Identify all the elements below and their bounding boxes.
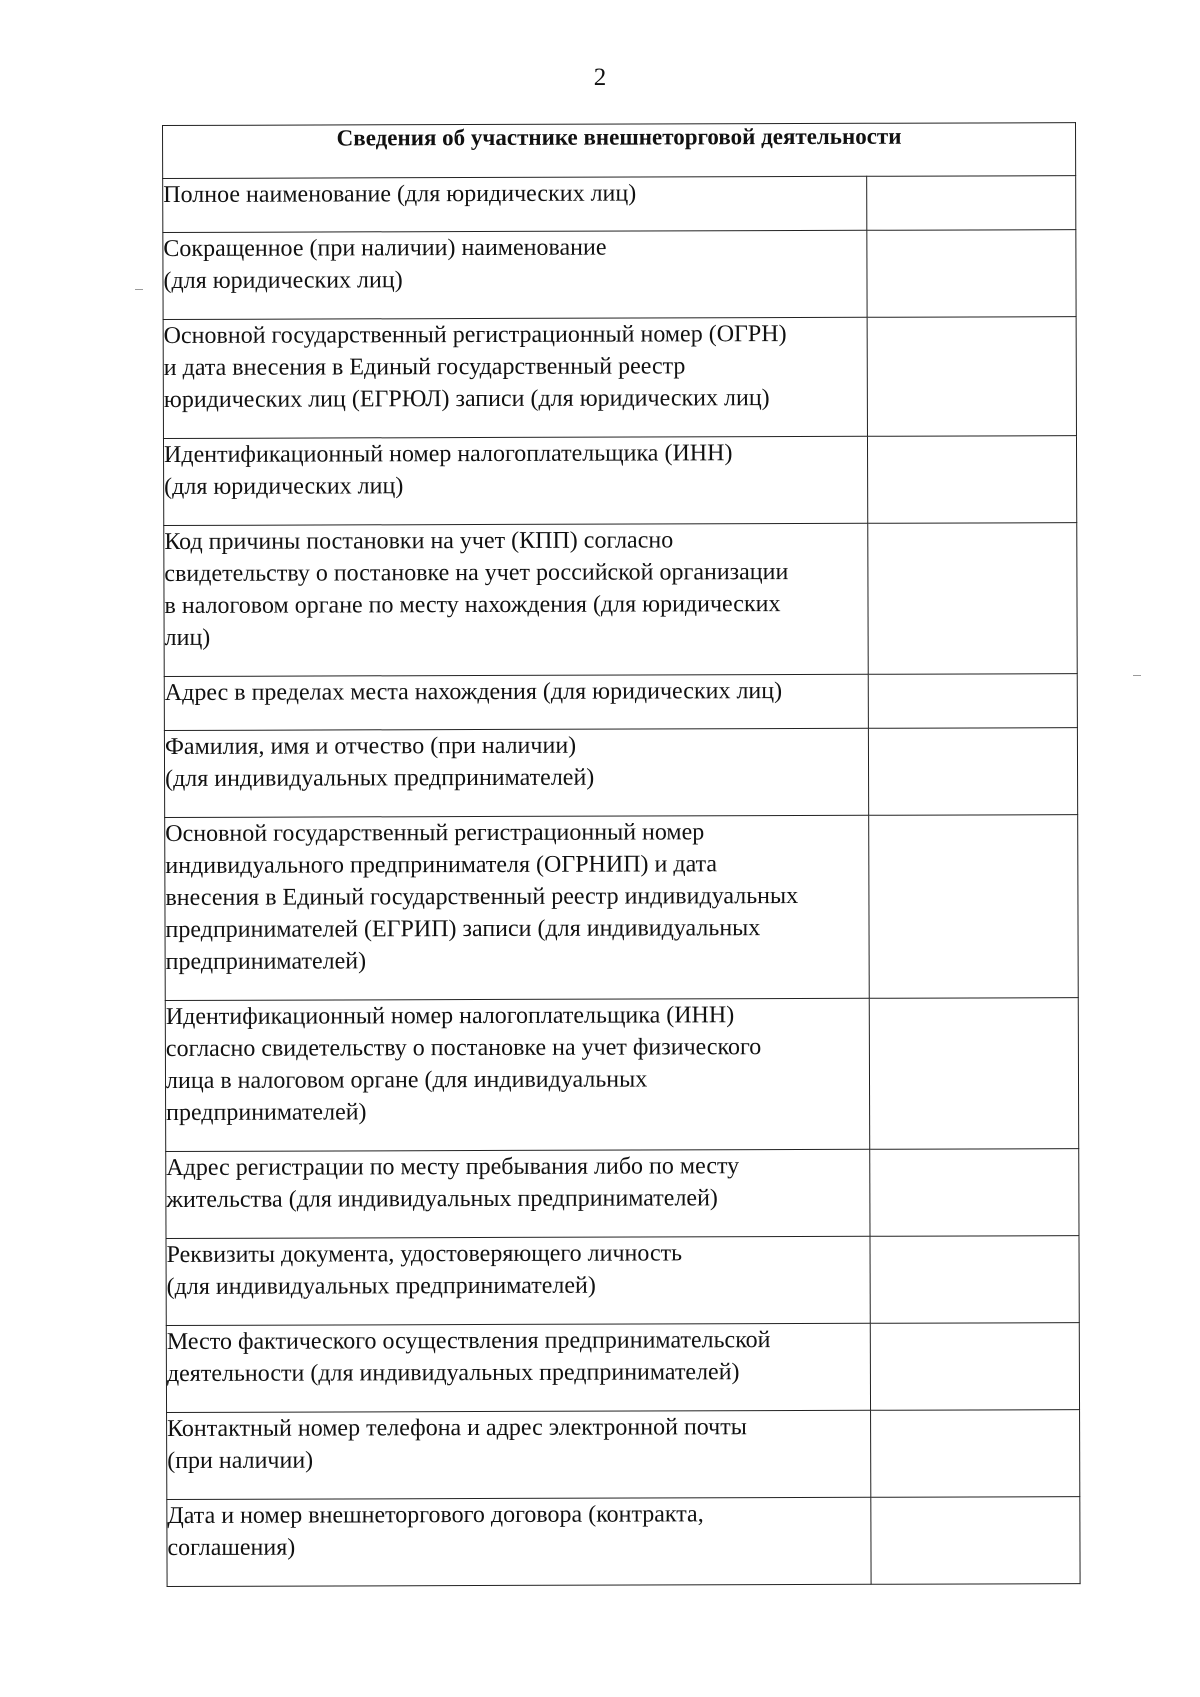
- table-body: [163, 176, 1080, 1587]
- table-row: [163, 317, 1076, 439]
- table-row: [164, 728, 1077, 818]
- table-row: [163, 230, 1076, 320]
- table-row: [164, 523, 1077, 677]
- table-row: [164, 674, 1077, 731]
- field-label: Сокращенное (при наличии) наименование (для юридических лиц): [163, 230, 867, 319]
- table-row: [166, 1236, 1079, 1326]
- table-header-row: [163, 123, 1076, 179]
- field-label: Адрес в пределах места нахождения (для юридических лиц): [164, 674, 868, 730]
- table-row: [166, 1149, 1079, 1239]
- table-title: Сведения об участнике внешнеторговой деятельности: [163, 123, 1076, 179]
- field-value-cell[interactable]: [868, 674, 1077, 729]
- field-label: Идентификационный номер налогоплательщика (ИНН) согласно свидетельству о постановке на учет физического лица в налоговом органе (для индивидуальных предпринимателей): [165, 998, 869, 1151]
- table-row: [163, 436, 1076, 526]
- table-row: [167, 1410, 1080, 1500]
- field-label: Основной государственный регистрационный номер индивидуального предпринимателя (ОГРНИП) и дата внесения в Единый государственный реестр индивидуальных предпринимателей (ЕГРИП) записи (для индивидуальных предпринимателей): [165, 815, 870, 1000]
- field-label: Полное наименование (для юридических лиц): [163, 176, 867, 232]
- field-value-cell[interactable]: [867, 317, 1076, 437]
- page-number: 2: [593, 64, 607, 91]
- field-value-cell[interactable]: [868, 728, 1077, 816]
- field-label: Реквизиты документа, удостоверяющего личность (для индивидуальных предпринимателей): [166, 1236, 870, 1325]
- scan-speck: [135, 289, 143, 290]
- table-row: [163, 176, 1076, 233]
- field-value-cell[interactable]: [867, 436, 1076, 524]
- field-label: Контактный номер телефона и адрес электронной почты (при наличии): [167, 1410, 871, 1499]
- field-value-cell[interactable]: [870, 1236, 1079, 1324]
- field-label: Место фактического осуществления предпринимательской деятельности (для индивидуальных предпринимателей): [166, 1323, 870, 1412]
- field-label: Дата и номер внешнеторгового договора (контракта, соглашения): [167, 1497, 871, 1586]
- field-label: Фамилия, имя и отчество (при наличии) (для индивидуальных предпринимателей): [164, 728, 868, 817]
- field-label: Код причины постановки на учет (КПП) согласно свидетельству о постановке на учет российской организации в налоговом органе по месту нахождения (для юридических лиц): [164, 523, 868, 676]
- field-value-cell[interactable]: [867, 230, 1076, 318]
- field-value-cell[interactable]: [869, 815, 1079, 999]
- table-row: [166, 1323, 1079, 1413]
- table-row: [167, 1497, 1080, 1587]
- table-row: [165, 815, 1079, 1001]
- field-value-cell[interactable]: [871, 1410, 1080, 1498]
- field-value-cell[interactable]: [871, 1497, 1080, 1585]
- field-value-cell[interactable]: [867, 176, 1076, 231]
- field-label: Основной государственный регистрационный номер (ОГРН) и дата внесения в Единый государственный реестр юридических лиц (ЕГРЮЛ) записи (для юридических лиц): [163, 317, 867, 438]
- field-value-cell[interactable]: [870, 1149, 1079, 1237]
- participant-info-table: [162, 122, 1081, 1587]
- field-value-cell[interactable]: [868, 523, 1077, 675]
- field-label: Адрес регистрации по месту пребывания либо по месту жительства (для индивидуальных предпринимателей): [166, 1149, 870, 1238]
- table-row: [165, 998, 1078, 1152]
- field-value-cell[interactable]: [870, 1323, 1079, 1411]
- scan-speck: [1133, 675, 1141, 676]
- field-label: Идентификационный номер налогоплательщика (ИНН) (для юридических лиц): [163, 436, 867, 525]
- field-value-cell[interactable]: [869, 998, 1078, 1150]
